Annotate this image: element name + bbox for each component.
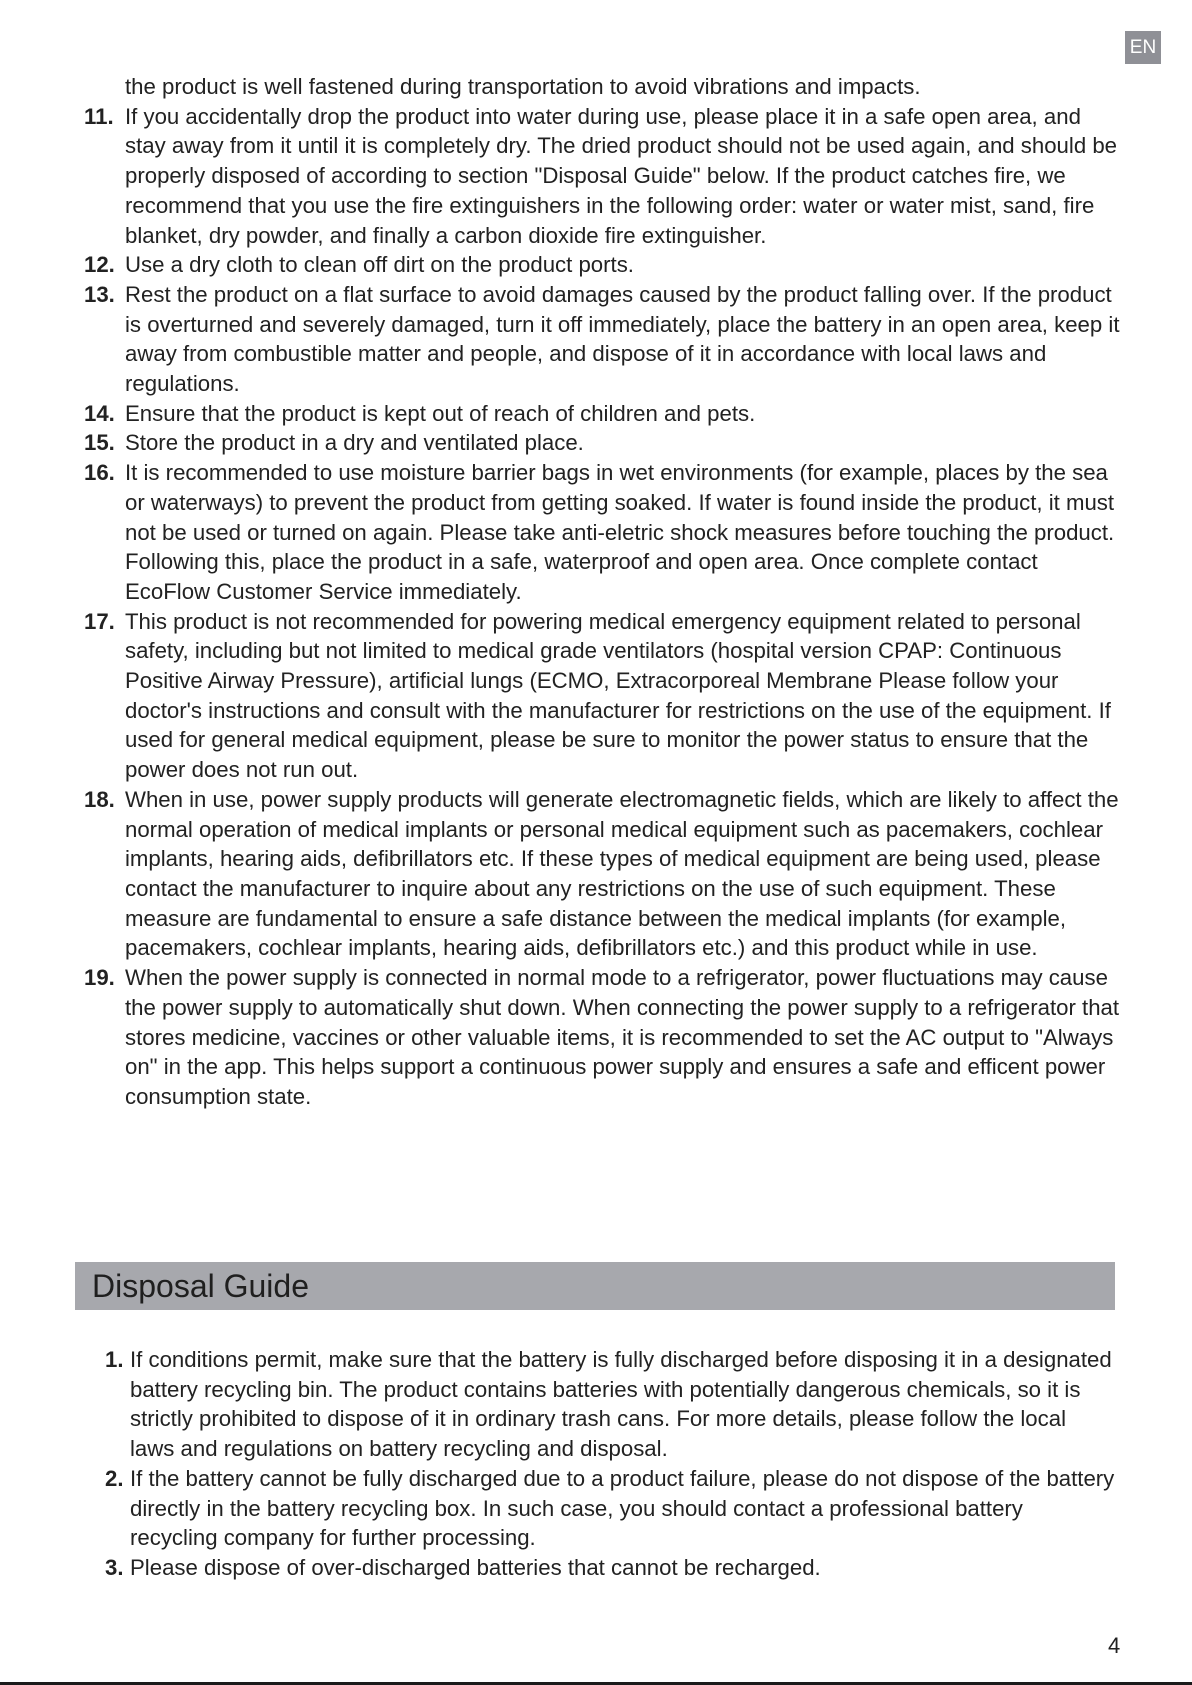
list-item [105,1345,1115,1464]
continuation-text: the product is well fastened during transportation to avoid vibrations and impacts. [125,74,921,99]
item-text: When the power supply is connected in normal mode to a refrigerator, power fluctuations may cause the power supply to automatically shut down. When connecting the power supply to a refrigerator that stores medicine, vaccines or other valuable items, it is recommended to set the AC output to "Always on" in the app. This helps support a continuous power supply and ensures a safe and efficent power consumption state. [125,965,1120,1109]
item-text: If the battery cannot be fully discharged due to a product failure, please do not dispose of the battery directly in the battery recycling box. In such case, you should contact a professional battery recycling company for further processing. [130,1465,1115,1551]
item-text: Ensure that the product is kept out of reach of children and pets. [125,400,756,426]
item-number: 16. [84,460,115,486]
item-number: 19. [84,965,115,991]
item-number: 11. [84,103,114,129]
list-item [84,963,1124,1112]
item-number: 12. [84,252,115,278]
item-text: Please dispose of over-discharged batteries that cannot be recharged. [130,1554,821,1580]
list-item [84,458,1124,607]
list-item [105,1553,1115,1583]
item-number: 1. [105,1347,124,1372]
language-badge: EN [1125,31,1161,64]
disposal-guide-list [105,1345,1115,1583]
item-number: 15. [84,430,115,456]
item-number: 14. [84,400,115,426]
item-text: If conditions permit, make sure that the battery is fully discharged before disposing it in a designated battery recycling bin. The product contains batteries with potentially dangerous chemicals, so it is strictly prohibited to dispose of it in ordinary trash cans. For more details, please follow the local laws and regulations on battery recycling and disposal. [130,1347,1112,1462]
list-item [84,250,1124,280]
list-item [84,399,1124,429]
item-text: If you accidentally drop the product into water during use, please place it in a safe open area, and stay away from it until it is completely dry. The dried product should not be used again, and should be properly disposed of according to section "Disposal Guide" below. If the product catches fire, we recommend that you use the fire extinguishers in the following order: water or water mist, sand, fire blanket, dry powder, and finally a carbon dioxide fire extinguisher. [125,103,1118,248]
item-text: Use a dry cloth to clean off dirt on the product ports. [125,252,634,278]
section-title: Disposal Guide [75,1262,1115,1310]
item-number: 2. [105,1465,124,1491]
safety-notes-list [84,72,1124,1112]
list-item [84,785,1124,963]
item-text: Store the product in a dry and ventilated place. [125,430,584,456]
list-item [105,1464,1115,1553]
list-item [84,428,1124,458]
item-number: 13. [84,281,115,307]
item-number: 3. [105,1554,124,1580]
page-number: 4 [1108,1633,1121,1658]
list-item [84,280,1124,399]
item-text: Rest the product on a flat surface to avoid damages caused by the product falling over. If the product is overturned and severely damaged, turn it off immediately, place the battery in an open area, keep it away from combustible matter and people, and dispose of it in accordance with local laws and regulations. [125,281,1120,397]
item-text: When in use, power supply products will generate electromagnetic fields, which are likely to affect the normal operation of medical implants or personal medical equipment such as pacemakers, cochlear implants, hearing aids, defibrillators etc. If these types of medical equipment are being used, please contact the manufacturer to inquire about any restrictions on the use of such equipment. These measure are fundamental to ensure a safe distance between the medical implants (for example, pacemakers, cochlear implants, hearing aids, defibrillators etc.) and this product while in use. [125,786,1119,961]
list-item [84,607,1124,785]
item-text: It is recommended to use moisture barrier bags in wet environments (for example, places by the sea or waterways) to prevent the product from getting soaked. If water is found inside the product, it must not be used or turned on again. Please take anti-eletric shock measures before touching the product. Following this, place the product in a safe, waterproof and open area. Once complete contact EcoFlow Customer Service immediately. [125,460,1115,604]
item-number: 17. [84,608,115,634]
item-text: This product is not recommended for powering medical emergency equipment related to personal safety, including but not limited to medical grade ventilators (hospital version CPAP: Continuous Positive Airway Pressure), artificial lungs (ECMO, Extracorporeal Membrane Please follow your doctor's instructions and consult with the manufacturer for restrictions on the use of the equipment. If used for general medical equipment, please be sure to monitor the power status to ensure that the power does not run out. [125,608,1111,783]
item-number: 18. [84,786,115,812]
list-item [84,102,1124,251]
